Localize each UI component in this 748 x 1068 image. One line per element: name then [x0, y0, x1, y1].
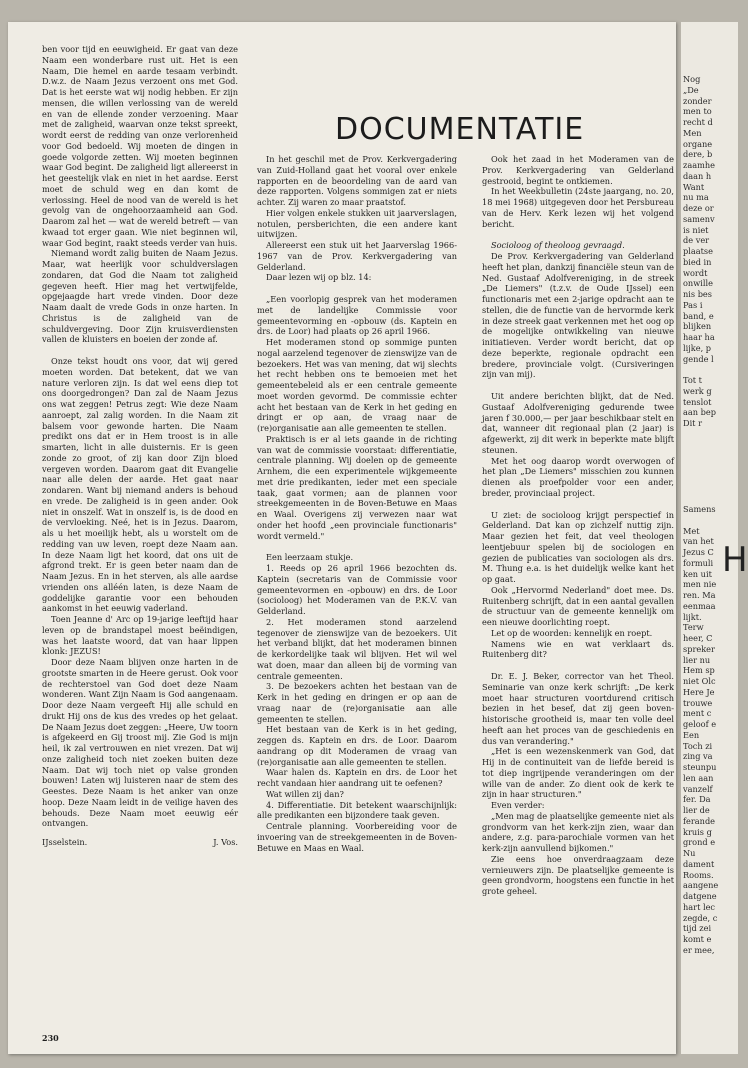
edge-line: geloof e — [683, 719, 717, 729]
edge-line: trouwe — [683, 697, 713, 708]
paragraph: U ziet: de socioloog krijgt perspectief in Gelderland. Dat kan op zichzelf nuttig zijn. Maar gezien het feit, dat veel theologen leentjebuur spelen bij de sociologen en gezien de publicaties van sociologen als drs. M. Thung e.a. is het duidelijk welke kant het op gaat. — [482, 509, 674, 584]
edge-line: band, e — [683, 310, 714, 321]
edge-line: Want — [683, 181, 705, 192]
paragraph: Wat willen zij dan? — [266, 788, 344, 799]
edge-line — [683, 493, 738, 504]
paragraph: In het geschil met de Prov. Kerkvergadering van Zuid-Holland gaat het vooral over enkele rapporten en de beoordeling van de aard van deze rapporten. Volgens sommigen zat er niets achter. Zij waren zo maar praatstof. — [257, 154, 457, 207]
paragraph: Toen Jeanne d' Arc op 19-jarige leeftijd haar leven op de brandstapel moest beëindigen, was het laatste woord, dat van haar lippen klonk: JEZUS! — [42, 614, 238, 657]
paragraph: Even verder: — [491, 800, 545, 810]
edge-line: daan h — [683, 170, 712, 181]
edge-line: dere, b — [683, 149, 713, 160]
paragraph: Ook „Hervormd Nederland" doet mee. Ds. Ruitenberg schrijft, dat in een aantal gevallen de structuur van de gemeente kennelijk om een nieuwe doorlichting roept. — [482, 584, 674, 627]
paragraph: Het bestaan van de Kerk is in het geding, zeggen ds. Kaptein en drs. de Loor. Daarom aandrang op dit Moderamen de vraag van (re)organisatie aan alle gemeenten te stellen. — [257, 724, 457, 767]
paragraph: 1. Reeds op 26 april 1966 bezochten ds. Kaptein (secretaris van de Commissie voor gemeentevormen en -opbouw) en drs. de Loor (socioloog) het Moderamen van de P.K.V. van Gelderland. — [257, 563, 457, 616]
paragraph: Let op de woorden: kennelijk en roept. — [491, 627, 653, 638]
edge-line: ment c — [683, 708, 712, 719]
page-number: 230 — [42, 1033, 59, 1043]
edge-line: zing va — [683, 751, 713, 762]
subheading: Socioloog of theoloog gevraagd. — [491, 240, 625, 251]
edge-line: nis bes — [683, 289, 712, 299]
paragraph: Met het oog daarop wordt overwogen of het plan „De Liemers" misschien zou kunnen dienen als proefpolder voor een ander, breder, provinciaal project. — [482, 455, 674, 498]
edge-line — [683, 364, 738, 375]
edge-line: zonder — [683, 95, 712, 106]
edge-line: tijd zei — [683, 923, 712, 934]
paragraph: Waar halen ds. Kaptein en drs. de Loor het recht vandaan hier aandrang uit te oefenen? — [257, 767, 457, 788]
edge-line — [683, 472, 738, 483]
edge-line: Nu — [683, 848, 696, 858]
edge-line: tenslot — [683, 396, 712, 407]
paragraph: Een leerzaam stukje. — [266, 552, 354, 563]
edge-line: lijke, p — [683, 342, 712, 353]
paragraph: Allereerst een stuk uit het Jaarverslag 1966-1967 van de Prov. Kerkvergadering van Gelderland. — [257, 240, 457, 272]
paragraph: In het Weekbulletin (24ste jaargang, no. 20, 18 mei 1968) uitgegeven door het Persbureau van de Herv. Kerk lezen wij het volgend bericht. — [482, 186, 674, 229]
edge-line: fer. Da — [683, 794, 711, 805]
paragraph: Uit andere berichten blijkt, dat de Ned. Gustaaf Adolfvereniging gedurende twee jaren f 30.000,— per jaar beschikbaar stelt en dat, wanneer dit regionaal plan (2 jaar) is afgewerkt, zij dit werk in beperkte mate blijft steunen. — [482, 391, 674, 455]
edge-line: deze or — [683, 203, 714, 213]
edge-line: lier nu — [683, 654, 711, 665]
paragraph: Door deze Naam blijven onze harten in de grootste smarten in de Heere gerust. Ook voor de rechterstoel van God doet deze Naam wonderen. Want Zijn Naam is God aangenaam. Door deze Naam vergeeft Hij alle schuld en drukt Hij ons de kus des vredes op het gelaat. De Naam Jezus doet zeggen: „Heere, Uw toorn is afgekeerd en Gij troost mij. Zie God is mijn heil, ik zal vertrouwen en niet vrezen. Dat wij onze zaligheid toch niet zoeken buiten deze Naam. Dat wij toch niet op valse gronden bouwen! Laten wij luisteren naar de stem des Geestes. Deze Naam is het anker van onze hoop. Deze Naam leidt in de veilige haven des behouds. Deze Naam moet eeuwig eér ontvangen. — [42, 657, 238, 829]
edge-line: Hem sp — [683, 665, 715, 676]
paragraph: Dr. E. J. Beker, corrector van het Theol. Seminarie van onze kerk schrijft: „De kerk moet haar structuren voortdurend critisch bezien in het besef, dat zij geen boven-historische grootheid is, maar ten volle deel heeft aan het proces van de geschiedenis en dus van verandering." — [482, 671, 674, 746]
paragraph: Zie eens hoe onverdraagzaam deze vernieuwers zijn. De plaatselijke gemeente is geen grondvorm, hoogstens een functie in het grote geheel. — [482, 853, 674, 896]
edge-line: wordt — [683, 267, 708, 278]
edge-line — [683, 515, 738, 526]
edge-line: organe — [683, 138, 713, 149]
edge-line: eenmaa — [683, 600, 716, 611]
page-title: DOCUMENTATIE — [335, 112, 585, 147]
column-2 — [257, 154, 457, 954]
quote-paragraph: Het moderamen stond op sommige punten nogal aarzelend tegenover de zienswijze van de bezoekers. Het was van mening, dat wij slechts het recht hebben ons te bemoeien met het gemeentebeleid als er een centrale gemeente moet worden gevormd. De commissie echter acht het bestaan van de Kerk in het geding en dringt er op aan, de vraag naar de (re)organisatie aan alle gemeenten te stellen. — [257, 337, 457, 433]
edge-line: bied in — [683, 256, 712, 267]
edge-line: plaatse — [683, 246, 713, 256]
paragraph: Namens wie en wat verklaart ds. Ruitenberg dit? — [482, 638, 674, 660]
edge-line: Samens — [683, 504, 716, 514]
edge-line: onwille — [683, 278, 713, 289]
edge-line: hart lec — [683, 901, 716, 912]
place: IJsselstein. — [42, 837, 88, 847]
edge-line: nu ma — [683, 192, 709, 203]
edge-line: van het — [683, 536, 714, 547]
paragraph: Hier volgen enkele stukken uit jaarverslagen, notulen, persberichten, die een andere kant uitwijzen. — [257, 207, 457, 240]
edge-line: Dit r — [683, 418, 702, 428]
edge-line: Een — [683, 729, 700, 740]
edge-line: datgene — [683, 891, 717, 901]
edge-line: zegde, c — [683, 912, 718, 923]
edge-line: haar ha — [683, 332, 715, 342]
paragraph: Centrale planning. Voorbereiding voor de invoering van de streekgemeenten in de Boven-Betuwe en Maas en Waal. — [257, 821, 457, 853]
edge-line: ken uit — [683, 568, 712, 579]
edge-line: zaamhe — [683, 160, 715, 170]
edge-line: Pas i — [683, 299, 703, 310]
edge-line: Rooms. — [683, 869, 714, 880]
column-3 — [482, 154, 674, 1034]
edge-line: men nie — [683, 579, 717, 590]
edge-line: is niet — [683, 224, 709, 235]
edge-line — [683, 483, 738, 494]
edge-line: de ver — [683, 235, 710, 246]
edge-line: Nog — [683, 74, 701, 84]
paragraph: Ook het zaad in het Moderamen van de Prov. Kerkvergadering van Gelderland gestrooid, begint te ontkiemen. — [482, 154, 674, 186]
paragraph: „Het is een wezenskenmerk van God, dat Hij in de continuiteit van de liefde bereid is tot diep ingrijpende veranderingen om der wille van de ander. Zo dient ook de kerk te zijn in haar structuren." — [482, 746, 674, 800]
edge-line — [683, 440, 738, 451]
edge-line: ren. Ma — [683, 590, 716, 600]
edge-line: lijkt. — [683, 611, 702, 622]
edge-line: recht d — [683, 117, 713, 127]
paragraph: 4. Differentiatie. Dit betekent waarschijnlijk: alle predikanten een bijzondere taak geven. — [257, 799, 457, 821]
author: J. Vos. — [213, 837, 238, 847]
edge-line: men to — [683, 106, 712, 117]
edge-line: samenv — [683, 213, 715, 224]
paragraph: 3. De bezoekers achten het bestaan van de Kerk in het geding en dringen er op aan de vraag naar de (re)organisatie aan alle gemeenten te stellen. — [257, 681, 457, 724]
edge-line: steunpu — [683, 762, 717, 772]
edge-line: blijken — [683, 321, 712, 332]
edge-line: len aan — [683, 772, 714, 783]
edge-line: „De — [683, 84, 699, 95]
edge-line: Tot t — [683, 375, 702, 385]
edge-line: Met — [683, 525, 700, 536]
edge-line: kruis g — [683, 826, 712, 837]
edge-line: komt e — [683, 934, 712, 944]
edge-line: grond e — [683, 837, 716, 848]
edge-line: aangene — [683, 880, 719, 891]
edge-line: niet Olc — [683, 676, 716, 686]
edge-line: Men — [683, 127, 702, 138]
paragraph: ben voor tijd en eeuwigheid. Er gaat van deze Naam een wonderbare rust uit. Het is een Naam, Die hemel en aarde tesaam verbindt. D.w.z. de Naam Jezus verzoent ons met God. Dat is het eerste wat wij nodig hebben. Er zijn mensen, die willen verlossing van de wereld en van de ellende zonder verzoening. Maar met de zaligheid, waarvan onze tekst spreekt, wordt eerst de redding van onze verlorenheid voor God bedoeld. Wij moeten de dingen in goede volgorde zetten. Wij moeten beginnen waar God begint. De zaligheid ligt allereerst in het geestelijk vlak en niet in het aardse. Eerst moet de schuld weg en dan komt de verlossing. Heel de nood van de wereld is het gevolg van de ongehoorzaamheid aan God. Daarom zal het — wat de wereld betreft — van kwaad tot erger gaan. Wie niet beginnen wil, waar God begint, raakt steeds verder van huis. — [42, 44, 238, 248]
next-page-edge — [681, 22, 738, 1054]
edge-line: er mee, — [683, 944, 715, 955]
edge-line: Toch zi — [683, 740, 713, 751]
paragraph: Onze tekst houdt ons voor, dat wij gered moeten worden. Dat betekent, dat we van nature verloren zijn. Is dat wel eens diep tot ons doorgedrongen? Dan zal de Naam Jezus ons wat zeggen! Petrus zegt: Wie deze Naam aanroept, zal zalig worden. In die Naam zit balsem voor gewonde harten. Die Naam predikt ons dat er in Hem troost is in alle smarten, licht in alle duisternis. Er is geen zonde zo groot, of zij kan door Zijn bloed vergeven worden. Daarom gaat dit Evangelie naar alle delen der aarde. Het gaat naar zondaren. Want bij niemand anders is behoud en vrede. De zaligheid is in geen ander. Ook niet in onszelf. Wat in onszelf is, is de dood en de vervloeking. Neé, het is in Jezus. Daarom, als u het moeilijk hebt, als u worstelt om de redding van uw leven, roept deze Naam aan. In deze Naam ligt het koord, dat ons uit de afgrond trekt. Er is geen beter naam dan de Naam Jezus. En in het sterven, als alle aardse vrienden ons alléén laten, is deze Naam de goddelijke garantie voor een behouden aankomst in het eeuwig vaderland. — [42, 356, 238, 614]
paragraph: 2. Het moderamen stond aarzelend tegenover de zienswijze van de bezoekers. Uit het verband blijkt, dat het moderamen binnen de kerkordelijke taak wil blijven. Het wil wel wat doen, maar dan alleen bij de vorming van centrale gemeenten. — [257, 616, 457, 681]
edge-line: dament — [683, 858, 715, 869]
edge-line: spreker — [683, 643, 715, 654]
edge-line: heer, C — [683, 633, 713, 643]
edge-line — [683, 429, 738, 440]
edge-line — [683, 450, 738, 461]
edge-line: ferande — [683, 815, 716, 826]
quote-paragraph: „Een voorlopig gesprek van het moderamen met de landelijke Commissie voor gemeentevorming en -opbouw (ds. Kaptein en drs. de Loor) had plaats op 26 april 1966. — [257, 294, 457, 337]
column-1 — [42, 44, 238, 1044]
paragraph: De Prov. Kerkvergadering van Gelderland heeft het plan, dankzij financiële steun van de Ned. Gustaaf Adolfvereniging, in de streek „De Liemers" (t.z.v. de Oude IJssel) een functionaris met een 2-jarige opdracht aan te stellen, die de functie van de hervormde kerk in deze streek gaat verkennen met het oog op de mogelijke ontwikkeling van nieuwe initiatieven. Verder wordt bericht, dat op deze beperkte, regionale opdracht een bredere, provinciale volgt. (Cursiveringen zijn van mij). — [482, 251, 674, 380]
next-page-heading-fragment: H — [722, 540, 748, 580]
edge-line: lier de — [683, 805, 710, 815]
paragraph: Niemand wordt zalig buiten de Naam Jezus. Maar, wat heerlijk voor schuldverslagen zondaren, dat God die Naam tot zaligheid gegeven heeft. Hier mag het vertwijfelde, opgejaagde hart vrede vinden. Door deze Naam daalt de vrede Gods in onze harten. In Christus is de zaligheid van de schuldvergeving. Door Zijn kruisverdiensten vallen de kluisters en boeien der zonde af. — [42, 248, 238, 345]
edge-line: gende l — [683, 353, 714, 364]
edge-line: Jezus C — [683, 547, 714, 557]
paragraph: „Men mag de plaatselijke gemeente niet als grondvorm van het kerk-zijn zien, waar dan andere, z.g. para-parochiale vormen van het kerk-zijn aanvullend bijkomen." — [482, 810, 674, 853]
quote-paragraph: Praktisch is er al iets gaande in de richting van wat de commissie voorstaat: differentiatie, centrale planning. Wij doelen op de gemeente Arnhem, die een experimentele wijkgemeente met drie predikanten, ieder met een speciale taak, gaat vormen; aan de plannen voor streekgemeenten in de Boven-Betuwe en Maas en Waal. Overigens zij verwezen naar wat onder het hoofd „een provinciale functionaris" wordt vermeld." — [257, 433, 457, 541]
paragraph: Daar lezen wij op blz. 14: — [266, 272, 372, 283]
edge-line — [683, 461, 738, 472]
edge-line: vanzelf — [683, 783, 713, 794]
edge-line: formuli — [683, 557, 714, 568]
edge-line: Here Je — [683, 686, 715, 697]
edge-line: aan bep — [683, 407, 716, 418]
signature-line — [42, 837, 238, 848]
edge-line: werk g — [683, 385, 712, 396]
edge-line: Terw — [683, 622, 704, 633]
